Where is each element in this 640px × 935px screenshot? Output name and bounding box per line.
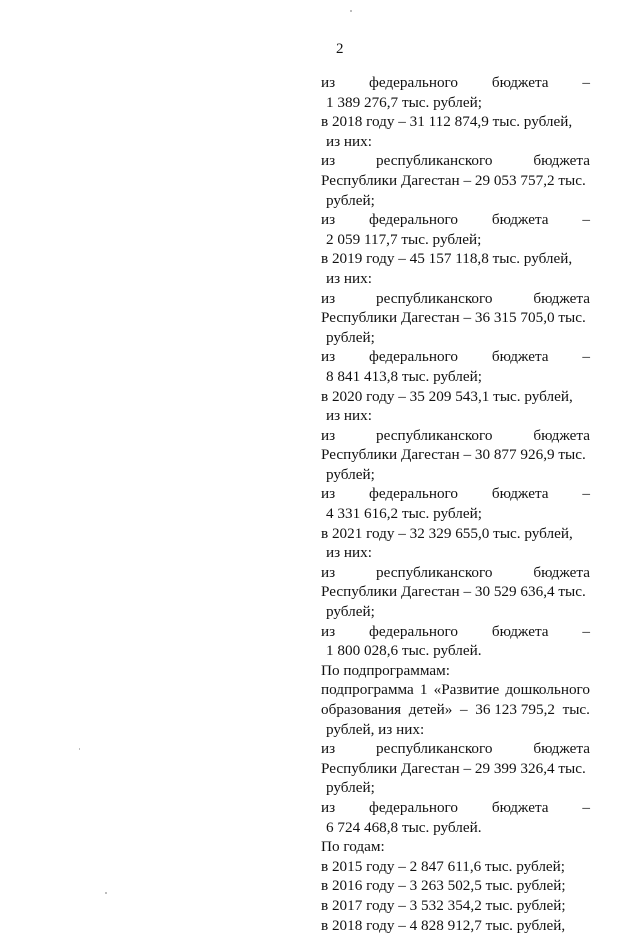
text-line: 1 389 276,7 тыс. рублей; — [326, 93, 482, 111]
text-line: рублей; — [326, 465, 375, 483]
text-word: из — [321, 74, 336, 91]
text-line — [321, 426, 590, 446]
text-word: из — [321, 348, 336, 366]
text-line: Республики Дагестан – 30 529 636,4 тыс. — [321, 583, 586, 601]
text-word: из — [321, 563, 336, 581]
text-line: рублей; — [326, 603, 375, 621]
text-word: бюджета — [491, 211, 549, 229]
text-line — [321, 739, 590, 759]
text-line — [321, 289, 590, 309]
text-word: федерального — [369, 211, 459, 229]
text-word: подпрограмма — [321, 681, 414, 699]
text-line: в 2020 году – 35 209 543,1 тыс. рублей, — [321, 387, 573, 405]
text-line: 2 059 117,7 тыс. рублей; — [326, 230, 482, 248]
text-word: бюджета — [491, 348, 549, 366]
text-line — [321, 700, 590, 720]
text-word: – — [582, 211, 590, 229]
text-line — [321, 798, 590, 818]
text-line: рублей, из них: — [326, 720, 425, 738]
scan-speck — [350, 10, 352, 12]
text-word: 36 123 795,2 — [475, 701, 555, 718]
text-word: бюджета — [533, 289, 590, 307]
text-line — [321, 484, 590, 504]
text-line — [321, 151, 590, 171]
text-word: республиканского — [376, 152, 493, 170]
text-line: По подпрограммам: — [321, 661, 450, 679]
text-line: 1 800 028,6 тыс. рублей. — [326, 642, 482, 660]
text-line: Республики Дагестан – 30 877 926,9 тыс. — [321, 446, 586, 464]
text-word: республиканского — [376, 426, 493, 444]
text-line: 8 841 413,8 тыс. рублей; — [326, 367, 482, 385]
text-line: в 2015 году – 2 847 611,6 тыс. рублей; — [321, 857, 566, 875]
text-word: федерального — [369, 622, 459, 640]
text-word: бюджета — [491, 485, 549, 503]
text-word: из — [321, 211, 336, 229]
text-word: – — [582, 798, 590, 816]
text-word: – — [582, 485, 590, 503]
text-line: рублей; — [326, 191, 375, 209]
text-word: бюджета — [533, 563, 590, 581]
text-line: в 2021 году – 32 329 655,0 тыс. рублей, — [321, 524, 573, 542]
text-word: детей» — [408, 701, 453, 718]
text-word: бюджета — [533, 426, 590, 444]
text-line: из них: — [326, 544, 372, 562]
scan-speck — [79, 748, 80, 750]
text-line: из них: — [326, 407, 372, 425]
text-word: дошкольного — [505, 681, 590, 699]
text-word: из — [321, 289, 336, 307]
scan-speck — [105, 892, 107, 894]
text-word: федерального — [369, 348, 459, 366]
text-line: 6 724 468,8 тыс. рублей. — [326, 818, 482, 836]
text-line: рублей; — [326, 779, 375, 797]
text-line: в 2019 году – 45 157 118,8 тыс. рублей, — [321, 250, 573, 268]
text-word: образования — [321, 701, 402, 718]
text-line: 4 331 616,2 тыс. рублей; — [326, 505, 482, 523]
text-line: Республики Дагестан – 36 315 705,0 тыс. — [321, 309, 586, 327]
text-word: республиканского — [376, 740, 493, 758]
text-line: По годам: — [321, 838, 385, 856]
text-word: федерального — [369, 74, 459, 91]
text-line: рублей; — [326, 328, 375, 346]
text-word: из — [321, 740, 336, 758]
text-word: «Развитие — [433, 681, 500, 699]
text-word: федерального — [369, 798, 459, 816]
text-word: – — [582, 74, 590, 91]
text-word: – — [582, 622, 590, 640]
text-line — [321, 210, 590, 230]
document-body — [321, 73, 590, 935]
text-line: в 2018 году – 31 112 874,9 тыс. рублей, — [321, 113, 573, 131]
text-word: федерального — [369, 485, 459, 503]
text-word: из — [321, 426, 336, 444]
text-word: бюджета — [533, 740, 590, 758]
text-line: из них: — [326, 269, 372, 287]
text-word: тыс. — [562, 701, 590, 718]
text-line — [321, 73, 590, 93]
text-word: 1 — [419, 681, 428, 699]
text-line — [321, 622, 590, 642]
text-line: в 2018 году – 4 828 912,7 тыс. рублей, — [321, 916, 566, 934]
text-line: Республики Дагестан – 29 053 757,2 тыс. — [321, 171, 586, 189]
text-word: бюджета — [491, 798, 549, 816]
page-number: 2 — [336, 41, 344, 57]
text-word: – — [459, 701, 468, 718]
text-line — [321, 347, 590, 367]
text-word: из — [321, 798, 336, 816]
text-word: республиканского — [376, 563, 493, 581]
text-line: из них: — [326, 132, 372, 150]
text-line: в 2016 году – 3 263 502,5 тыс. рублей; — [321, 877, 566, 895]
text-line: Республики Дагестан – 29 399 326,4 тыс. — [321, 759, 586, 777]
text-line — [321, 563, 590, 583]
text-word: из — [321, 152, 336, 170]
text-word: бюджета — [491, 622, 549, 640]
text-line — [321, 680, 590, 700]
text-word: из — [321, 485, 336, 503]
text-word: из — [321, 622, 336, 640]
text-word: бюджета — [491, 74, 549, 91]
text-word: республиканского — [376, 289, 493, 307]
text-line: в 2017 году – 3 532 354,2 тыс. рублей; — [321, 896, 566, 914]
text-word: бюджета — [533, 152, 590, 170]
text-word: – — [582, 348, 590, 366]
